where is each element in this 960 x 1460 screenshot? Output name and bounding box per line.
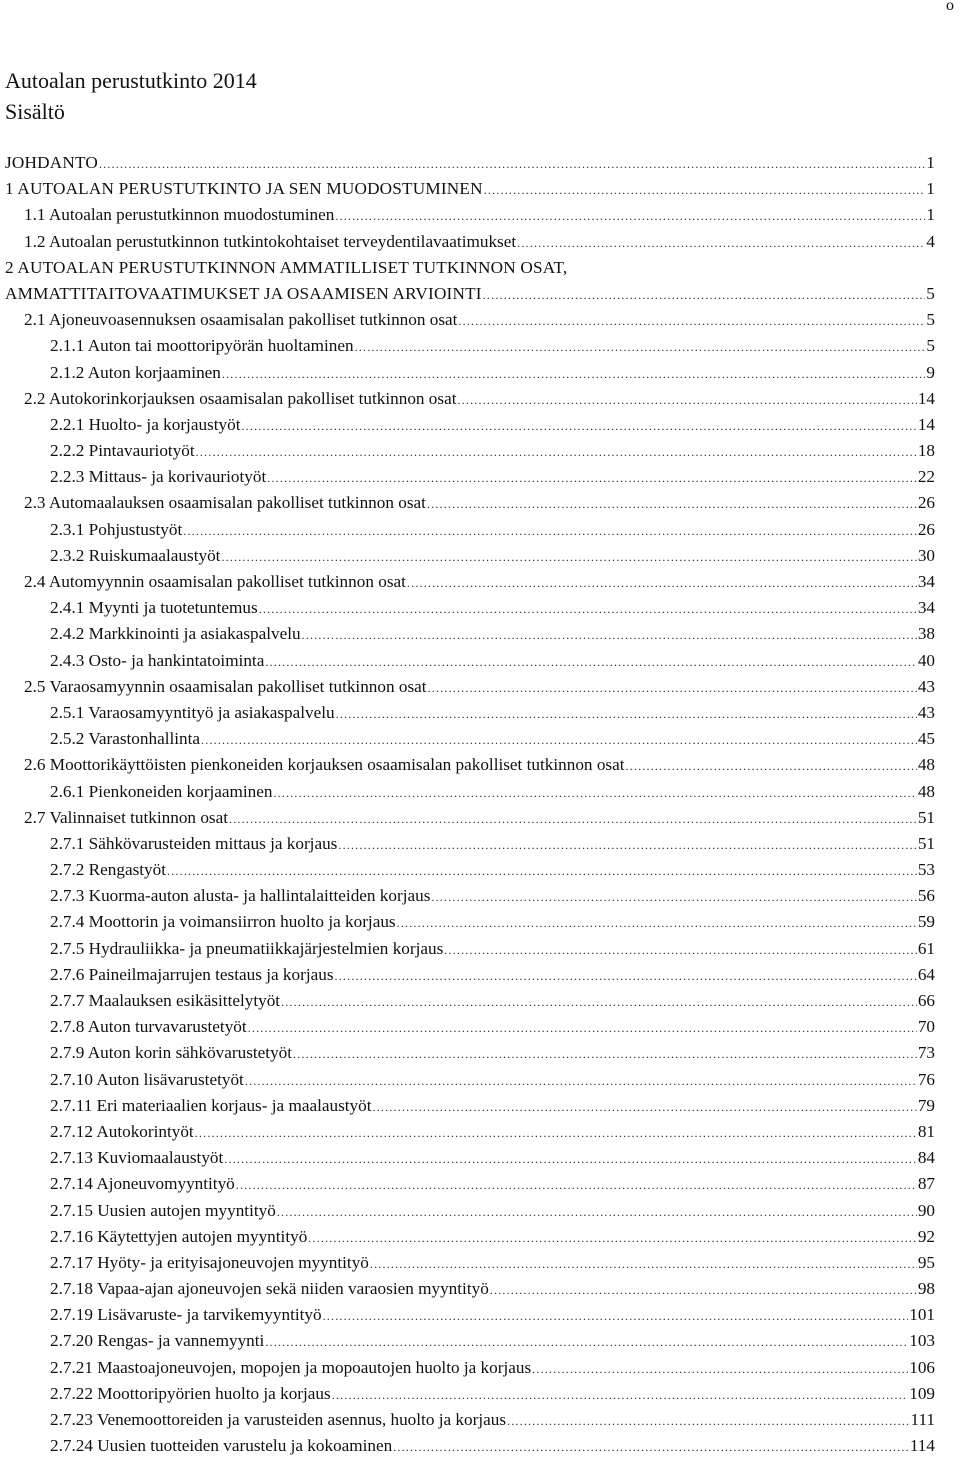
toc-entry-title: 2.7.22 Moottoripyörien huolto ja korjaus [50,1383,331,1403]
dot-leader [370,1251,917,1277]
dot-leader [458,308,925,334]
dot-leader [195,1120,917,1146]
toc-entry[interactable] [0,150,960,176]
toc-entry[interactable] [0,1224,960,1250]
toc-entry-page-number: 30 [917,545,935,565]
toc-entry[interactable] [0,569,960,595]
toc-entry[interactable] [0,674,960,700]
dot-leader [332,1382,909,1408]
toc-entry[interactable] [0,883,960,909]
toc-entry-title: 2.7.14 Ajoneuvomyyntityö [50,1174,235,1194]
dot-leader [397,910,917,936]
toc-entry-page-number: 90 [917,1200,935,1220]
dot-leader [221,544,916,570]
toc-entry[interactable] [0,805,960,831]
dot-leader [335,963,917,989]
page-number: o [946,0,954,14]
toc-entry[interactable] [0,726,960,752]
toc-entry-title: 2.7.13 Kuviomaalaustyöt [50,1148,224,1168]
document-title: Autoalan perustutkinto 2014 [5,68,257,93]
dot-leader [302,622,917,648]
toc-entry-title: 2.7.10 Auton lisävarustetyöt [50,1069,244,1089]
toc-entry[interactable] [0,1433,960,1459]
toc-entry[interactable] [0,360,960,386]
toc-entry-page-number: 26 [917,519,935,539]
toc-entry-page-number: 5 [926,283,935,303]
toc-entry-page-number: 43 [917,676,935,696]
toc-entry[interactable] [0,857,960,883]
dot-leader [273,780,916,806]
dot-leader [99,151,925,177]
toc-entry-page-number: 101 [909,1305,935,1325]
toc-entry-title: 2.2.3 Mittaus- ja korivauriotyöt [50,467,267,487]
toc-entry-title: 2.2.1 Huolto- ja korjaustyöt [50,414,241,434]
toc-entry-page-number: 92 [917,1226,935,1246]
toc-entry[interactable] [0,779,960,805]
dot-leader [259,596,917,622]
toc-entry-page-number: 34 [917,572,935,592]
dot-leader [427,491,917,517]
toc-entry-title: 2.7.3 Kuorma-auton alusta- ja hallintalaitteiden korjaus [50,886,431,906]
toc-entry[interactable] [0,1014,960,1040]
dot-leader [517,230,925,256]
dot-leader [393,1434,909,1460]
toc-entry-page-number: 106 [909,1357,935,1377]
dot-leader [338,832,916,858]
toc-entry-title: 2.3 Automaalauksen osaamisalan pakolliset tutkinnon osat [24,493,426,513]
dot-leader [267,465,917,491]
toc-entry-page-number: 81 [917,1121,935,1141]
toc-entry-page-number: 1 [926,179,935,199]
toc-entry[interactable] [0,1040,960,1066]
dot-leader [532,1356,908,1382]
toc-entry[interactable] [0,255,960,307]
dot-leader [323,1303,909,1329]
dot-leader [308,1225,917,1251]
toc-entry[interactable] [0,1093,960,1119]
toc-entry[interactable] [0,386,960,412]
toc-entry-page-number: 1 [926,205,935,225]
toc-entry-title: 2.7.15 Uusien autojen myyntityö [50,1200,276,1220]
toc-entry-page-number: 38 [917,624,935,644]
toc-entry[interactable] [0,1067,960,1093]
toc-entry-title: 2.3.2 Ruiskumaalaustyöt [50,545,221,565]
toc-entry[interactable] [0,490,960,516]
toc-entry-title: 2.2 Autokorinkorjauksen osaamisalan pakolliset tutkinnon osat [24,388,457,408]
toc-entry-title: 2.7.6 Paineilmajarrujen testaus ja korjaus [50,964,334,984]
dot-leader [428,675,917,701]
toc-entry-page-number: 5 [926,336,935,356]
dot-leader [241,413,916,439]
toc-entry[interactable] [0,1407,960,1433]
toc-entry-page-number: 56 [917,886,935,906]
toc-entry-title: 2.7.19 Lisävaruste- ja tarvikemyyntityö [50,1305,322,1325]
toc-entry-page-number: 87 [917,1174,935,1194]
toc-entry[interactable] [0,229,960,255]
dot-leader [229,806,917,832]
dot-leader [201,727,917,753]
toc-entry-page-number: 61 [917,938,935,958]
toc-entry-title: 2.3.1 Pohjustustyöt [50,519,183,539]
toc-entry-page-number: 73 [917,1043,935,1063]
dot-leader [458,387,917,413]
dot-leader [444,937,917,963]
toc-entry-page-number: 5 [926,310,935,330]
toc-entry-title: 1 AUTOALAN PERUSTUTKINTO JA SEN MUODOSTUMINEN [5,179,483,199]
toc-entry-page-number: 51 [917,833,935,853]
toc-entry-title: 2.5.1 Varaosamyyntityö ja asiakaspalvelu [50,702,335,722]
toc-entry[interactable] [0,1171,960,1197]
dot-leader [293,1041,917,1067]
toc-entry-page-number: 4 [926,231,935,251]
toc-entry[interactable] [0,621,960,647]
toc-entry[interactable] [0,1381,960,1407]
toc-entry[interactable] [0,1302,960,1328]
dot-leader [245,1068,917,1094]
dot-leader [373,1094,917,1120]
dot-leader [490,1277,917,1303]
toc-entry-title: 2.7.12 Autokorintyöt [50,1121,194,1141]
dot-leader [281,989,917,1015]
toc-entry-title: 2.7.16 Käytettyjen autojen myyntityö [50,1226,308,1246]
toc-entry-title: 2.7.4 Moottorin ja voimansiirron huolto ja korjaus [50,912,396,932]
toc-entry-page-number: 22 [917,467,935,487]
toc-entry-page-number: 48 [917,781,935,801]
toc-entry[interactable] [0,831,960,857]
toc-entry-page-number: 79 [917,1095,935,1115]
toc-entry-page-number: 98 [917,1279,935,1299]
toc-entry-title-line2: AMMATTITAITOVAATIMUKSET JA OSAAMISEN ARVIOINTI [5,283,482,303]
toc-entry-title: 2.6.1 Pienkoneiden korjaaminen [50,781,273,801]
toc-entry-page-number: 40 [917,650,935,670]
toc-entry-page-number: 34 [917,598,935,618]
dot-leader [355,334,926,360]
toc-entry-page-number: 66 [917,991,935,1011]
dot-leader [484,177,926,203]
toc-entry-title: 2.1.2 Auton korjaaminen [50,362,221,382]
toc-entry-page-number: 26 [917,493,935,513]
toc-entry[interactable] [0,307,960,333]
toc-entry[interactable] [0,752,960,778]
toc-entry-page-number: 114 [909,1436,935,1456]
toc-entry-title: 2.7.24 Uusien tuotteiden varustelu ja kokoaminen [50,1436,393,1456]
toc-entry-page-number: 70 [917,1017,935,1037]
toc-entry-title: 2.7.18 Vapaa-ajan ajoneuvojen sekä niiden varaosien myyntityö [50,1279,489,1299]
dot-leader [431,884,916,910]
toc-entry-title: 2.7.2 Rengastyöt [50,860,167,880]
toc-entry-title: 2.7.11 Eri materiaalien korjaus- ja maalaustyöt [50,1095,372,1115]
toc-entry-title: 2.7.1 Sähkövarusteiden mittaus ja korjaus [50,833,338,853]
toc-entry[interactable] [0,438,960,464]
toc-entry-title: 2.7.9 Auton korin sähkövarustetyöt [50,1043,293,1063]
dot-leader [222,361,926,387]
dot-leader [265,1329,908,1355]
document-subtitle: Sisältö [5,99,65,124]
toc-entry-page-number: 111 [910,1410,935,1430]
toc-entry[interactable] [0,517,960,543]
dot-leader [626,753,917,779]
toc-entry-title: 2.1 Ajoneuvoasennuksen osaamisalan pakolliset tutkinnon osat [24,310,458,330]
toc-entry[interactable] [0,700,960,726]
dot-leader [335,203,925,229]
toc-entry-title: 2.4.2 Markkinointi ja asiakaspalvelu [50,624,301,644]
toc-entry[interactable] [0,176,960,202]
toc-entry-page-number: 53 [917,860,935,880]
toc-entry-title: 2.2.2 Pintavauriotyöt [50,441,195,461]
toc-entry-title: 2.5.2 Varastonhallinta [50,729,201,749]
toc-entry-page-number: 51 [917,807,935,827]
toc-entry-page-number: 76 [917,1069,935,1089]
toc-entry-title: 2.7.20 Rengas- ja vannemyynti [50,1331,265,1351]
toc-entry-page-number: 18 [917,441,935,461]
dot-leader [507,1408,909,1434]
toc-entry[interactable] [0,936,960,962]
toc-entry[interactable] [0,412,960,438]
toc-entry-page-number: 48 [917,755,935,775]
toc-entry-page-number: 1 [926,153,935,172]
toc-entry-title: 2.7.7 Maalauksen esikäsittelytyöt [50,991,281,1011]
toc-entry-page-number: 43 [917,702,935,722]
toc-entry-title: 1.1 Autoalan perustutkinnon muodostuminen [24,205,335,225]
toc-entry-page-number: 95 [917,1252,935,1272]
toc-entry[interactable] [0,1250,960,1276]
dot-leader [407,570,917,596]
toc-entry-title: 2.7.8 Auton turvavarustetyöt [50,1017,247,1037]
dot-leader [236,1172,917,1198]
toc-entry[interactable] [0,1276,960,1302]
toc-entry-title: 2.7.21 Maastoajoneuvojen, mopojen ja mopoautojen huolto ja korjaus [50,1357,532,1377]
toc-entry-title: 2.4.3 Osto- ja hankintatoiminta [50,650,265,670]
toc-entry-page-number: 109 [909,1383,935,1403]
toc-entry-title: 2.4.1 Myynti ja tuotetuntemus [50,598,258,618]
dot-leader [336,701,917,727]
toc-entry[interactable] [0,464,960,490]
toc-entry[interactable] [0,333,960,359]
toc-entry[interactable] [0,595,960,621]
dot-leader [277,1199,917,1225]
table-of-contents [0,150,960,1459]
toc-entry-page-number: 45 [917,729,935,749]
toc-entry[interactable] [0,962,960,988]
dot-leader [183,518,917,544]
toc-entry-page-number: 14 [917,388,935,408]
toc-entry-title: 2.1.1 Auton tai moottoripyörän huoltaminen [50,336,354,356]
toc-entry[interactable] [0,1119,960,1145]
toc-entry-title: 2.7.17 Hyöty- ja erityisajoneuvojen myyntityö [50,1252,369,1272]
dot-leader [248,1015,917,1041]
dot-leader [196,439,917,465]
toc-entry[interactable] [0,1328,960,1354]
toc-entry[interactable] [0,909,960,935]
toc-entry-title-line1: 2 AUTOALAN PERUSTUTKINNON AMMATILLISET TUTKINNON OSAT, [5,257,568,277]
toc-entry-page-number: 14 [917,414,935,434]
dot-leader [167,858,917,884]
toc-entry[interactable] [0,202,960,228]
toc-entry[interactable] [0,648,960,674]
toc-entry-title: 2.7.23 Venemoottoreiden ja varusteiden asennus, huolto ja korjaus [50,1410,507,1430]
toc-entry-page-number: 103 [909,1331,935,1351]
toc-entry-title: 2.5 Varaosamyynnin osaamisalan pakolliset tutkinnon osat [24,676,427,696]
toc-entry[interactable] [0,543,960,569]
toc-entry-page-number: 9 [926,362,935,382]
toc-entry-title: 1.2 Autoalan perustutkinnon tutkintokohtaiset terveydentilavaatimukset [24,231,517,251]
toc-entry[interactable] [0,1145,960,1171]
toc-entry-page-number: 59 [917,912,935,932]
dot-leader [224,1146,917,1172]
toc-entry-title: 2.6 Moottorikäyttöisten pienkoneiden korjauksen osaamisalan pakolliset tutkinnon osat [24,755,625,775]
dot-leader [483,282,925,308]
toc-entry-title: 2.4 Automyynnin osaamisalan pakolliset tutkinnon osat [24,572,406,592]
toc-entry[interactable] [0,1355,960,1381]
toc-entry-title: JOHDANTO [5,153,98,172]
toc-entry-page-number: 84 [917,1148,935,1168]
toc-entry[interactable] [0,988,960,1014]
toc-entry-page-number: 64 [917,964,935,984]
dot-leader [265,649,916,675]
toc-entry-title-line2-row [5,281,935,307]
toc-entry-title: 2.7 Valinnaiset tutkinnon osat [24,807,229,827]
toc-entry-title: 2.7.5 Hydrauliikka- ja pneumatiikkajärjestelmien korjaus [50,938,444,958]
toc-entry[interactable] [0,1198,960,1224]
